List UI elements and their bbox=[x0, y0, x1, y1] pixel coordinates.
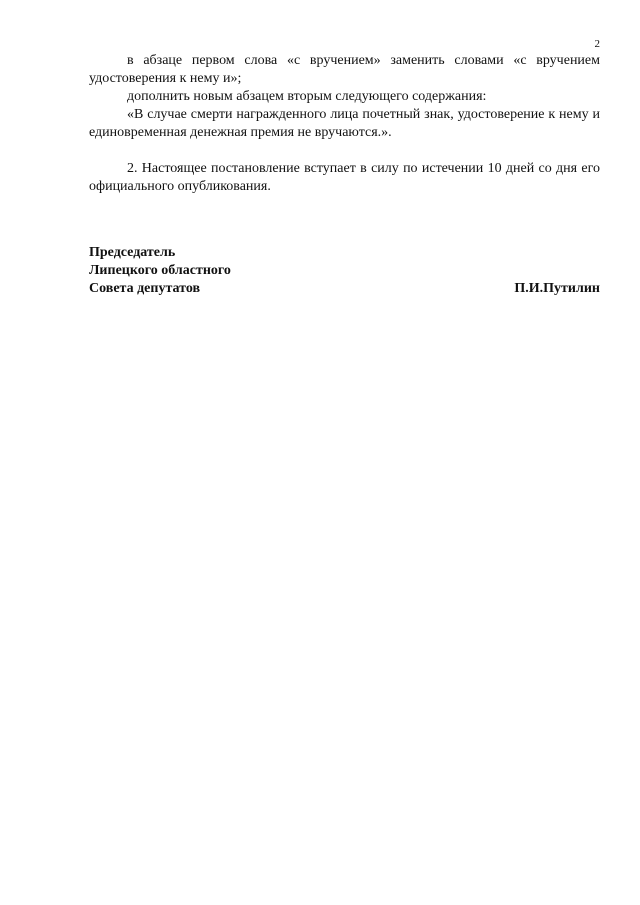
paragraph-add-new: дополнить новым абзацем вторым следующего содержания: bbox=[127, 89, 487, 104]
signatory-name: П.И.Путилин bbox=[514, 281, 600, 296]
signature-title-line-2: Липецкого областного bbox=[89, 263, 231, 278]
signature-block bbox=[89, 244, 600, 298]
paragraph-amendment-words: в абзаце первом слова «с вручением» заменить словами «с вручением удостоверения к нему и»; bbox=[89, 53, 600, 86]
signature-title-line-1: Председатель bbox=[89, 245, 176, 260]
page-number: 2 bbox=[594, 38, 600, 50]
document-body bbox=[89, 52, 600, 196]
signature-title-line-3: Совета депутатов bbox=[89, 281, 201, 296]
paragraph-effective-date: 2. Настоящее постановление вступает в силу по истечении 10 дней со дня его официального опубликования. bbox=[89, 161, 600, 194]
paragraph-quoted-text: «В случае смерти награжденного лица почетный знак, удостоверение к нему и единовременная денежная премия не вручаются.». bbox=[89, 107, 600, 140]
signature-last-line bbox=[89, 280, 600, 298]
